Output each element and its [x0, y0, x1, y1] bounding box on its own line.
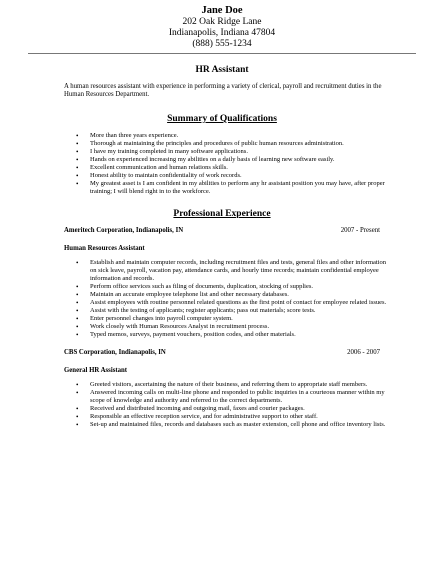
- list-item: • My greatest asset is I am confident in my abilities to perform any hr assistant position you may have, after proper training; I will blend right in to the workforce.: [90, 180, 388, 196]
- list-item: • Received and distributed incoming and outgoing mail, faxes and courier packages.: [90, 405, 388, 413]
- list-item: • I have my training completed in many software applications.: [90, 148, 388, 156]
- objective-text: A human resources assistant with experience in performing a variety of clerical, payroll and recruitment duties in the Human Resources Department.: [64, 83, 382, 99]
- city-state-zip: Indianapolis, Indiana 47804: [168, 28, 276, 38]
- list-item: • More than three years experience.: [90, 132, 388, 140]
- job-role: Human Resources Assistant: [64, 244, 145, 252]
- candidate-name: Jane Doe: [201, 5, 243, 16]
- job-role: General HR Assistant: [64, 366, 128, 374]
- resume-title: HR Assistant: [195, 65, 249, 75]
- list-item: • Work closely with Human Resources Analyst in recruitment process.: [90, 323, 388, 331]
- list-item: • Establish and maintain computer records, including recruitment files and tests, general files and other information on sick leave, payroll, vacation pay, attendance cards, and hourly time records; maintain confidential employee information and records.: [90, 259, 388, 283]
- list-item: • Answered incoming calls on multi-line phone and responded to public inquiries in a courteous manner within my scope of knowledge and authority and referred to the correct departments.: [90, 389, 388, 405]
- company-name: Ameritech Corporation, Indianapolis, IN: [64, 226, 184, 234]
- list-item: • Typed memos, surveys, payment vouchers, position codes, and other materials.: [90, 331, 388, 339]
- phone-number: (888) 555-1234: [192, 39, 252, 49]
- list-item: • Hands on experienced increasing my abilities on a daily basis of learning new software easily.: [90, 156, 388, 164]
- duties-list-ameritech: [90, 259, 388, 339]
- contact-header: [0, 0, 444, 50]
- list-item: • Thorough at maintaining the principles and procedures of public human resources administration.: [90, 140, 388, 148]
- list-item: • Assist employees with routine personnel related questions as the first point of contact for employee related issues.: [90, 299, 388, 307]
- qualifications-list: [90, 132, 388, 196]
- list-item: • Greeted visitors, ascertaining the nature of their business, and referring them to appropriate staff members.: [90, 381, 388, 389]
- job-header-cbs: [64, 349, 380, 357]
- list-item: • Enter personnel changes into payroll computer system.: [90, 315, 388, 323]
- header-divider: [28, 53, 416, 54]
- qualifications-heading: Summary of Qualifications: [167, 113, 277, 124]
- list-item: • Perform office services such as filing of documents, duplication, stocking of supplies.: [90, 283, 388, 291]
- duties-list-cbs: [90, 381, 388, 429]
- street-address: 202 Oak Ridge Lane: [182, 17, 262, 27]
- list-item: • Excellent communication and human relations skills.: [90, 164, 388, 172]
- list-item: • Responsible an effective reception service, and for administrative support to other staff.: [90, 413, 388, 421]
- list-item: • Honest ability to maintain confidentiality of work records.: [90, 172, 388, 180]
- employment-dates: 2006 - 2007: [347, 348, 380, 356]
- list-item: • Assist with the testing of applicants; register applicants; pass out materials; score tests.: [90, 307, 388, 315]
- list-item: • Set-up and maintained files, records and databases such as master extension, cell phone and office inventory lists.: [90, 421, 388, 429]
- experience-heading: Professional Experience: [173, 208, 271, 219]
- list-item: • Maintain an accurate employee telephone list and other necessary databases.: [90, 291, 388, 299]
- job-header-ameritech: [64, 227, 380, 235]
- company-name: CBS Corporation, Indianapolis, IN: [64, 348, 166, 356]
- employment-dates: 2007 - Present: [340, 226, 380, 234]
